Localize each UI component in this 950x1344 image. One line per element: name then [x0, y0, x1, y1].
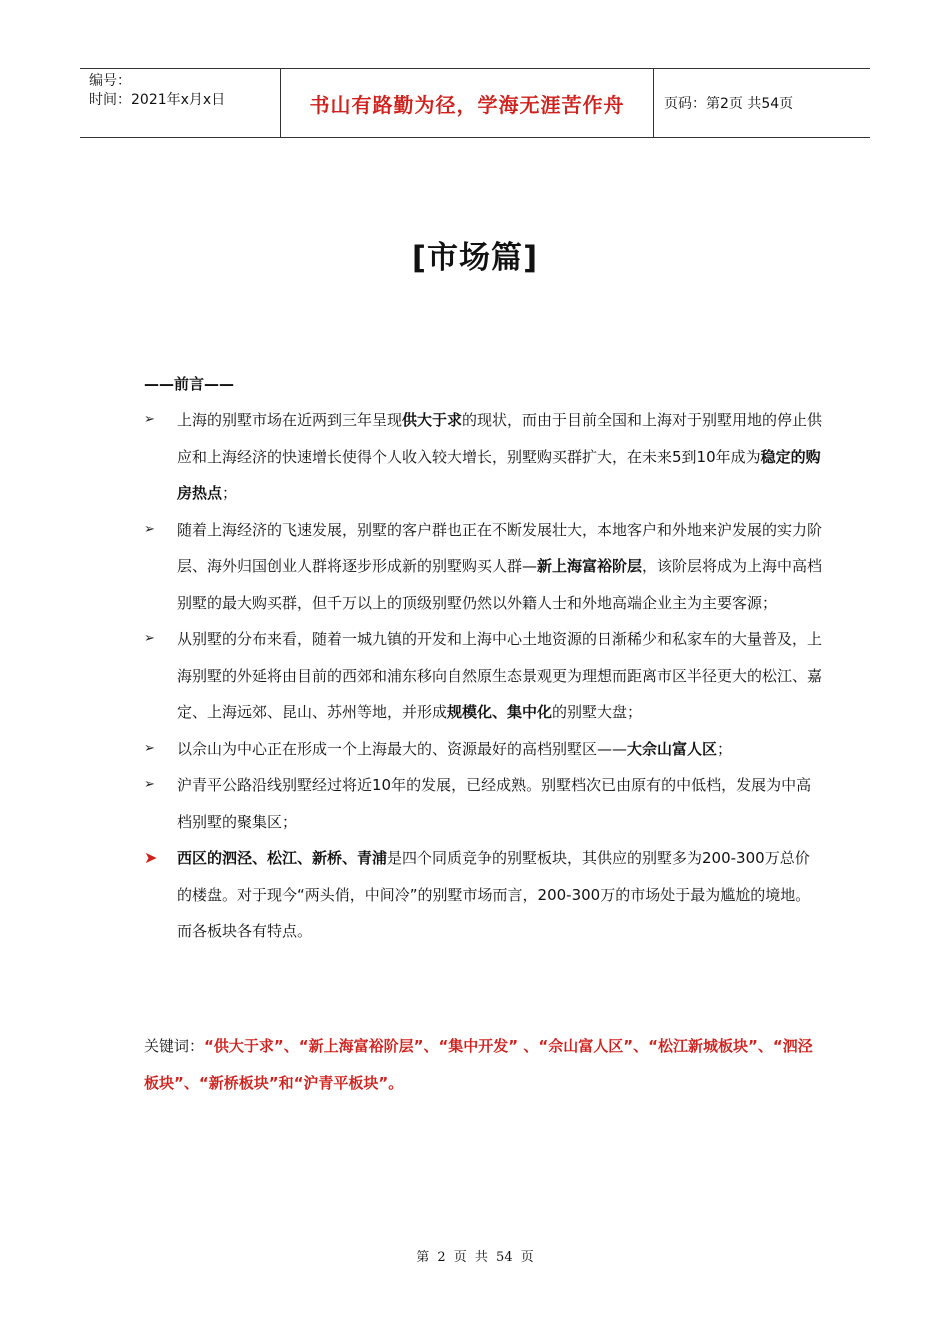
number-label: 编号：	[89, 73, 131, 89]
arrow-bullet-icon: ➢	[144, 777, 155, 792]
header-meta	[80, 69, 281, 137]
header-motto: 书山有路勤为径，学海无涯苦作舟	[281, 69, 654, 137]
bullet-list	[144, 402, 824, 950]
arrow-bullet-icon: ➢	[144, 521, 155, 537]
keywords	[144, 1028, 824, 1101]
keywords-text: “供大于求”、“新上海富裕阶层”、“集中开发” 、“佘山富人区”、“松江新城板块”、“泗泾板块”、“新桥板块”和“沪青平板块”。	[144, 1037, 813, 1092]
list-item: ➢ 上海的别墅市场在近两到三年呈现供大于求的现状，而由于目前全国和上海对于别墅用地的停止供应和上海经济的快速增长使得个人收入较大增长，别墅购买群扩大，在未来5到10年成为稳定的购房热点；	[144, 402, 824, 512]
arrow-bullet-icon: ➢	[144, 631, 155, 646]
page-title: [市场篇]	[411, 240, 539, 276]
list-item: ➢ 从别墅的分布来看，随着一城九镇的开发和上海中心土地资源的日渐稀少和私家车的大量普及，上海别墅的外延将由目前的西郊和浦东移向自然原生态景观更为理想而距离市区半径更大的松江、嘉定、上海远郊、昆山、苏州等地，并形成规模化、集中化的别墅大盘；	[144, 621, 824, 731]
red-arrow-bullet-icon: ➤	[144, 848, 158, 867]
list-item: ➢ 随着上海经济的飞速发展，别墅的客户群也正在不断发展壮大，本地客户和外地来沪发展的实力阶层、海外归国创业人群将逐步形成新的别墅购买人群—新上海富裕阶层，该阶层将成为上海中高档别墅的最大购买群，但千万以上的顶级别墅仍然以外籍人士和外地高端企业主为主要客源；	[144, 512, 824, 622]
keywords-label: 关键词：	[144, 1037, 205, 1055]
header-table	[80, 68, 870, 138]
arrow-bullet-icon: ➢	[144, 740, 155, 756]
time-label: 时间：2021年x月x日	[89, 92, 226, 108]
header-page-info: 页码：第2页 共54页	[664, 96, 794, 112]
list-item: ➢ 以佘山为中心正在形成一个上海最大的、资源最好的高档别墅区——大佘山富人区；	[144, 731, 824, 768]
section-heading: ——前言——	[144, 375, 235, 393]
list-item: ➢ 沪青平公路沿线别墅经过将近10年的发展，已经成熟。别墅档次已由原有的中低档，发展为中高档别墅的聚集区；	[144, 767, 824, 840]
page-footer: 第 2 页 共 54 页	[416, 1250, 534, 1265]
arrow-bullet-icon: ➢	[144, 412, 155, 427]
list-item: ➤ 西区的泗泾、松江、新桥、青浦是四个同质竞争的别墅板块，其供应的别墅多为200-300万总价的楼盘。对于现今“两头俏，中间冷”的别墅市场而言，200-300万的市场处于最为尴尬的境地。而各板块各有特点。	[144, 840, 824, 950]
